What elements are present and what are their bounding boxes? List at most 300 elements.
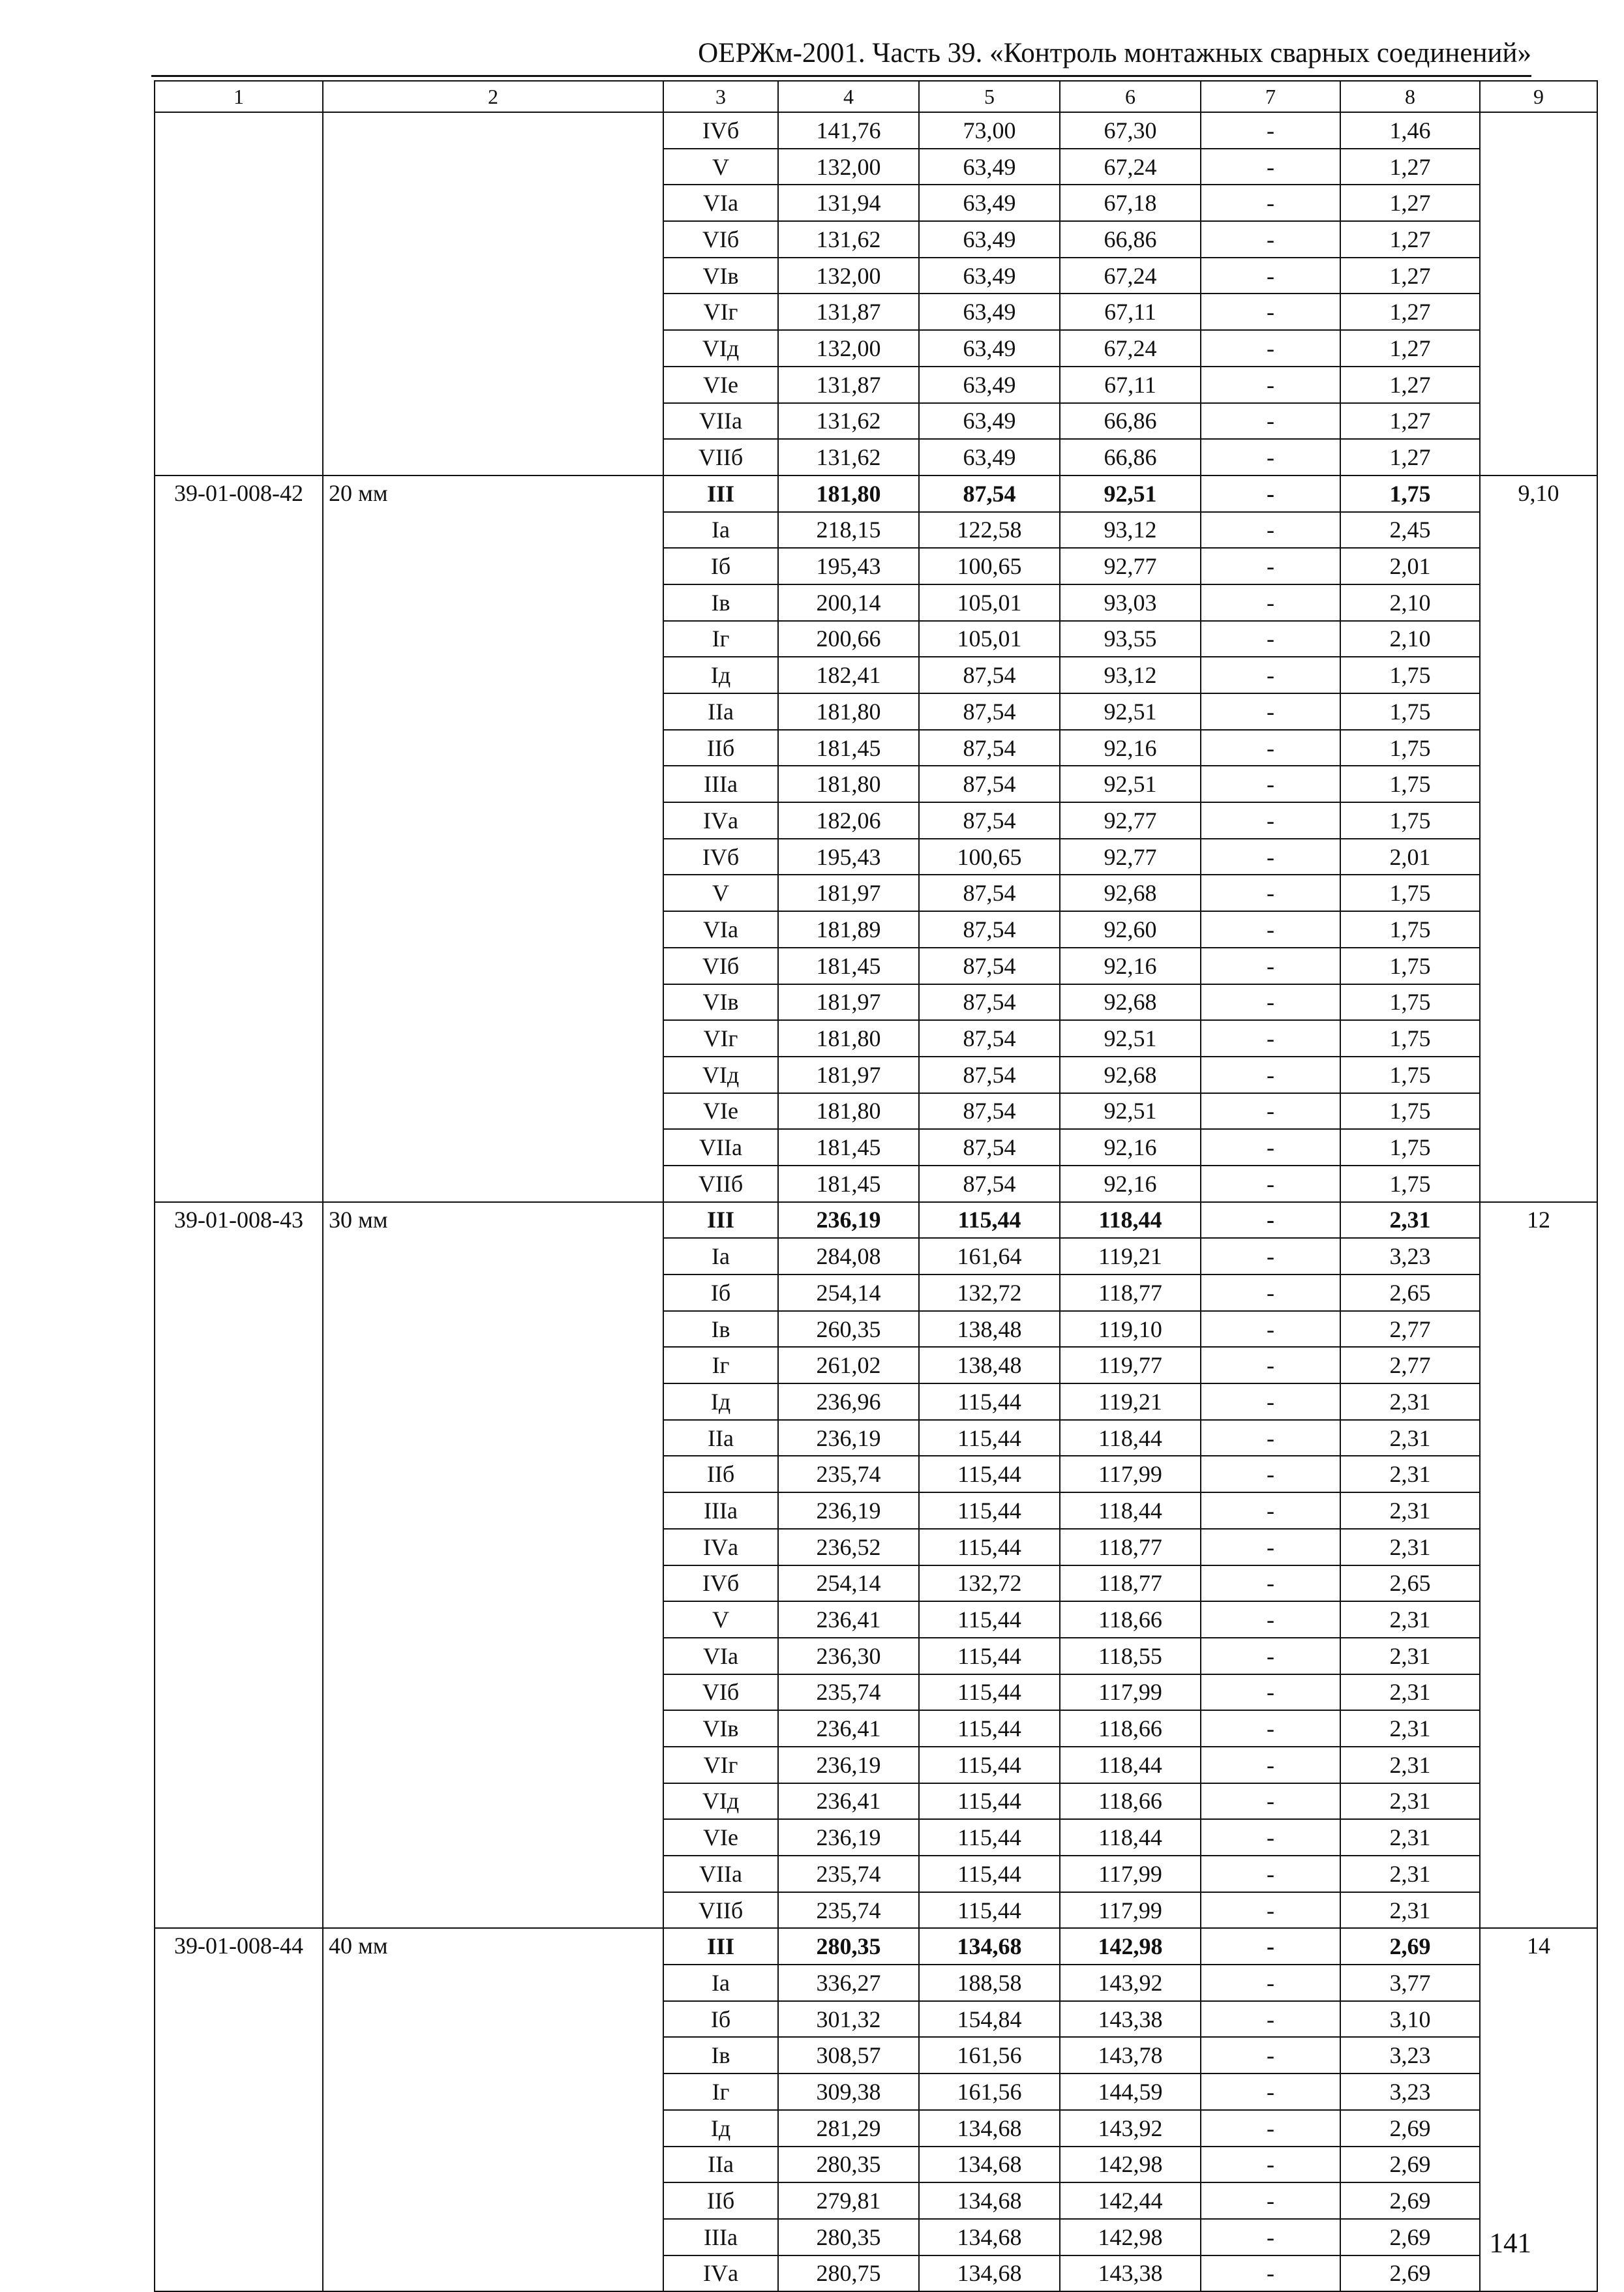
category: Iв xyxy=(663,2037,778,2073)
wages: 115,44 xyxy=(919,1819,1060,1856)
materials: 92,68 xyxy=(1060,875,1201,911)
machines: - xyxy=(1201,948,1340,984)
category: VIе xyxy=(663,1093,778,1130)
thickness: 20 мм xyxy=(323,475,663,1202)
materials: 67,24 xyxy=(1060,258,1201,294)
labor: 1,46 xyxy=(1340,112,1480,149)
machines: - xyxy=(1201,2037,1340,2073)
machines: - xyxy=(1201,1093,1340,1130)
wages: 154,84 xyxy=(919,2001,1060,2038)
category: V xyxy=(663,149,778,185)
machines: - xyxy=(1201,2110,1340,2147)
machines: - xyxy=(1201,2219,1340,2255)
materials: 143,38 xyxy=(1060,2255,1201,2292)
wages: 115,44 xyxy=(919,1674,1060,1711)
column-number: 6 xyxy=(1060,81,1201,112)
total-cost: 141,76 xyxy=(778,112,919,149)
notes: 12 xyxy=(1480,1202,1597,1929)
machines: - xyxy=(1201,2182,1340,2219)
total-cost: 195,43 xyxy=(778,548,919,584)
wages: 73,00 xyxy=(919,112,1060,149)
total-cost: 181,45 xyxy=(778,948,919,984)
labor: 2,69 xyxy=(1340,2255,1480,2292)
labor: 2,77 xyxy=(1340,1311,1480,1348)
total-cost: 132,00 xyxy=(778,258,919,294)
table-body xyxy=(155,81,1597,2291)
materials: 93,12 xyxy=(1060,657,1201,693)
wages: 87,54 xyxy=(919,1020,1060,1057)
total-cost: 182,41 xyxy=(778,657,919,693)
item-code: 39-01-008-42 xyxy=(155,475,323,1202)
materials: 93,12 xyxy=(1060,512,1201,549)
wages: 63,49 xyxy=(919,294,1060,330)
category: Iг xyxy=(663,621,778,657)
machines: - xyxy=(1201,439,1340,475)
wages: 87,54 xyxy=(919,1057,1060,1093)
total-cost: 181,80 xyxy=(778,1020,919,1057)
materials: 142,44 xyxy=(1060,2182,1201,2219)
labor: 3,23 xyxy=(1340,1238,1480,1274)
labor: 2,10 xyxy=(1340,621,1480,657)
total-cost: 236,19 xyxy=(778,1492,919,1529)
category: VIг xyxy=(663,1020,778,1057)
labor: 2,69 xyxy=(1340,2147,1480,2183)
labor: 2,69 xyxy=(1340,1928,1480,1965)
materials: 118,44 xyxy=(1060,1747,1201,1783)
category: VIIа xyxy=(663,1856,778,1892)
wages: 100,65 xyxy=(919,548,1060,584)
machines: - xyxy=(1201,1166,1340,1202)
materials: 67,24 xyxy=(1060,149,1201,185)
materials: 117,99 xyxy=(1060,1456,1201,1492)
category: IIа xyxy=(663,1420,778,1456)
category: VIб xyxy=(663,221,778,258)
materials: 144,59 xyxy=(1060,2073,1201,2110)
wages: 115,44 xyxy=(919,1383,1060,1420)
materials: 92,68 xyxy=(1060,1057,1201,1093)
total-cost: 181,89 xyxy=(778,911,919,948)
labor: 3,23 xyxy=(1340,2037,1480,2073)
materials: 92,51 xyxy=(1060,475,1201,512)
machines: - xyxy=(1201,1383,1340,1420)
labor: 1,27 xyxy=(1340,367,1480,403)
machines: - xyxy=(1201,1965,1340,2001)
materials: 118,44 xyxy=(1060,1202,1201,1239)
total-cost: 181,80 xyxy=(778,766,919,802)
labor: 1,27 xyxy=(1340,185,1480,221)
materials: 67,11 xyxy=(1060,367,1201,403)
category: VIв xyxy=(663,258,778,294)
wages: 100,65 xyxy=(919,839,1060,875)
total-cost: 182,06 xyxy=(778,802,919,839)
materials: 118,77 xyxy=(1060,1529,1201,1565)
wages: 132,72 xyxy=(919,1565,1060,1602)
wages: 87,54 xyxy=(919,948,1060,984)
materials: 93,55 xyxy=(1060,621,1201,657)
labor: 1,75 xyxy=(1340,984,1480,1021)
total-cost: 236,41 xyxy=(778,1710,919,1747)
category: Iа xyxy=(663,1965,778,2001)
wages: 138,48 xyxy=(919,1347,1060,1383)
machines: - xyxy=(1201,1892,1340,1929)
labor: 2,69 xyxy=(1340,2110,1480,2147)
column-number: 4 xyxy=(778,81,919,112)
column-number: 3 xyxy=(663,81,778,112)
category: VIб xyxy=(663,1674,778,1711)
notes xyxy=(1480,112,1597,475)
total-cost: 131,62 xyxy=(778,221,919,258)
category: VIа xyxy=(663,185,778,221)
wages: 115,44 xyxy=(919,1420,1060,1456)
materials: 93,03 xyxy=(1060,584,1201,621)
materials: 92,16 xyxy=(1060,1166,1201,1202)
category: VIа xyxy=(663,911,778,948)
category: VIд xyxy=(663,1783,778,1820)
machines: - xyxy=(1201,149,1340,185)
machines: - xyxy=(1201,1638,1340,1674)
materials: 92,51 xyxy=(1060,1020,1201,1057)
category: IIб xyxy=(663,2182,778,2219)
machines: - xyxy=(1201,1020,1340,1057)
materials: 118,77 xyxy=(1060,1274,1201,1311)
item-code: 39-01-008-44 xyxy=(155,1928,323,2291)
materials: 66,86 xyxy=(1060,439,1201,475)
total-cost: 131,94 xyxy=(778,185,919,221)
materials: 92,16 xyxy=(1060,730,1201,766)
category: VIIа xyxy=(663,1129,778,1166)
labor: 2,69 xyxy=(1340,2182,1480,2219)
labor: 2,69 xyxy=(1340,2219,1480,2255)
rates-table xyxy=(154,80,1598,2292)
category: IIIа xyxy=(663,1492,778,1529)
total-cost: 235,74 xyxy=(778,1674,919,1711)
column-number: 7 xyxy=(1201,81,1340,112)
labor: 2,31 xyxy=(1340,1529,1480,1565)
total-cost: 236,41 xyxy=(778,1601,919,1638)
total-cost: 195,43 xyxy=(778,839,919,875)
materials: 117,99 xyxy=(1060,1892,1201,1929)
machines: - xyxy=(1201,984,1340,1021)
labor: 2,01 xyxy=(1340,548,1480,584)
category: VIг xyxy=(663,1747,778,1783)
category: Iд xyxy=(663,657,778,693)
machines: - xyxy=(1201,1856,1340,1892)
total-cost: 301,32 xyxy=(778,2001,919,2038)
category: VIе xyxy=(663,1819,778,1856)
total-cost: 236,52 xyxy=(778,1529,919,1565)
materials: 119,21 xyxy=(1060,1238,1201,1274)
materials: 118,66 xyxy=(1060,1710,1201,1747)
total-cost: 280,35 xyxy=(778,2147,919,2183)
machines: - xyxy=(1201,1783,1340,1820)
materials: 92,68 xyxy=(1060,984,1201,1021)
materials: 117,99 xyxy=(1060,1674,1201,1711)
wages: 134,68 xyxy=(919,2219,1060,2255)
header-rule xyxy=(151,75,1531,77)
category: VIб xyxy=(663,948,778,984)
materials: 92,77 xyxy=(1060,548,1201,584)
item-code: 39-01-008-43 xyxy=(155,1202,323,1929)
page-number: 141 xyxy=(1489,2228,1531,2259)
category: IIа xyxy=(663,693,778,730)
wages: 115,44 xyxy=(919,1601,1060,1638)
machines: - xyxy=(1201,1710,1340,1747)
materials: 67,30 xyxy=(1060,112,1201,149)
labor: 2,77 xyxy=(1340,1347,1480,1383)
wages: 134,68 xyxy=(919,2182,1060,2219)
wages: 87,54 xyxy=(919,802,1060,839)
machines: - xyxy=(1201,802,1340,839)
materials: 67,18 xyxy=(1060,185,1201,221)
column-number: 8 xyxy=(1340,81,1480,112)
category: IIIа xyxy=(663,2219,778,2255)
category: V xyxy=(663,875,778,911)
wages: 134,68 xyxy=(919,2255,1060,2292)
wages: 87,54 xyxy=(919,475,1060,512)
category: IVб xyxy=(663,1565,778,1602)
total-cost: 235,74 xyxy=(778,1892,919,1929)
category: Iб xyxy=(663,1274,778,1311)
labor: 2,65 xyxy=(1340,1565,1480,1602)
wages: 161,56 xyxy=(919,2073,1060,2110)
machines: - xyxy=(1201,548,1340,584)
machines: - xyxy=(1201,693,1340,730)
labor: 1,75 xyxy=(1340,1057,1480,1093)
labor: 2,31 xyxy=(1340,1420,1480,1456)
machines: - xyxy=(1201,1674,1340,1711)
labor: 1,75 xyxy=(1340,802,1480,839)
materials: 92,77 xyxy=(1060,802,1201,839)
table-row xyxy=(155,475,1597,512)
total-cost: 181,45 xyxy=(778,1129,919,1166)
materials: 66,86 xyxy=(1060,403,1201,440)
machines: - xyxy=(1201,330,1340,367)
materials: 143,38 xyxy=(1060,2001,1201,2038)
total-cost: 279,81 xyxy=(778,2182,919,2219)
materials: 92,60 xyxy=(1060,911,1201,948)
machines: - xyxy=(1201,766,1340,802)
materials: 92,77 xyxy=(1060,839,1201,875)
machines: - xyxy=(1201,1601,1340,1638)
total-cost: 131,62 xyxy=(778,439,919,475)
notes: 9,10 xyxy=(1480,475,1597,1202)
machines: - xyxy=(1201,1819,1340,1856)
labor: 2,31 xyxy=(1340,1783,1480,1820)
total-cost: 132,00 xyxy=(778,330,919,367)
materials: 118,66 xyxy=(1060,1783,1201,1820)
labor: 1,27 xyxy=(1340,221,1480,258)
total-cost: 181,80 xyxy=(778,693,919,730)
labor: 2,31 xyxy=(1340,1674,1480,1711)
labor: 2,31 xyxy=(1340,1638,1480,1674)
wages: 115,44 xyxy=(919,1710,1060,1747)
machines: - xyxy=(1201,1456,1340,1492)
materials: 142,98 xyxy=(1060,2147,1201,2183)
wages: 105,01 xyxy=(919,621,1060,657)
labor: 2,31 xyxy=(1340,1892,1480,1929)
total-cost: 254,14 xyxy=(778,1274,919,1311)
category: IVа xyxy=(663,2255,778,2292)
machines: - xyxy=(1201,367,1340,403)
category: VIIб xyxy=(663,439,778,475)
category: VIг xyxy=(663,294,778,330)
labor: 3,10 xyxy=(1340,2001,1480,2038)
machines: - xyxy=(1201,2001,1340,2038)
machines: - xyxy=(1201,512,1340,549)
materials: 143,78 xyxy=(1060,2037,1201,2073)
total-cost: 281,29 xyxy=(778,2110,919,2147)
wages: 63,49 xyxy=(919,330,1060,367)
wages: 105,01 xyxy=(919,584,1060,621)
labor: 1,75 xyxy=(1340,766,1480,802)
wages: 115,44 xyxy=(919,1202,1060,1239)
category: IVб xyxy=(663,112,778,149)
wages: 87,54 xyxy=(919,1166,1060,1202)
total-cost: 181,45 xyxy=(778,730,919,766)
machines: - xyxy=(1201,1928,1340,1965)
wages: 115,44 xyxy=(919,1456,1060,1492)
category: VIIа xyxy=(663,403,778,440)
category: IIб xyxy=(663,1456,778,1492)
wages: 115,44 xyxy=(919,1892,1060,1929)
wages: 115,44 xyxy=(919,1529,1060,1565)
category: VIд xyxy=(663,1057,778,1093)
labor: 3,23 xyxy=(1340,2073,1480,2110)
category: Iа xyxy=(663,512,778,549)
wages: 161,64 xyxy=(919,1238,1060,1274)
machines: - xyxy=(1201,1747,1340,1783)
materials: 119,77 xyxy=(1060,1347,1201,1383)
labor: 1,75 xyxy=(1340,948,1480,984)
wages: 138,48 xyxy=(919,1311,1060,1348)
labor: 2,10 xyxy=(1340,584,1480,621)
materials: 92,51 xyxy=(1060,766,1201,802)
wages: 188,58 xyxy=(919,1965,1060,2001)
wages: 87,54 xyxy=(919,657,1060,693)
total-cost: 280,35 xyxy=(778,2219,919,2255)
wages: 63,49 xyxy=(919,367,1060,403)
total-cost: 181,97 xyxy=(778,1057,919,1093)
labor: 1,27 xyxy=(1340,330,1480,367)
machines: - xyxy=(1201,2147,1340,2183)
category: VIа xyxy=(663,1638,778,1674)
machines: - xyxy=(1201,1202,1340,1239)
item-code xyxy=(155,112,323,475)
labor: 1,27 xyxy=(1340,258,1480,294)
total-cost: 236,19 xyxy=(778,1202,919,1239)
category: IVа xyxy=(663,1529,778,1565)
total-cost: 236,41 xyxy=(778,1783,919,1820)
machines: - xyxy=(1201,657,1340,693)
labor: 1,27 xyxy=(1340,403,1480,440)
thickness xyxy=(323,112,663,475)
category: Iа xyxy=(663,1238,778,1274)
materials: 92,16 xyxy=(1060,948,1201,984)
wages: 115,44 xyxy=(919,1747,1060,1783)
total-cost: 200,14 xyxy=(778,584,919,621)
materials: 143,92 xyxy=(1060,2110,1201,2147)
column-number: 9 xyxy=(1480,81,1597,112)
running-header: ОЕРЖм-2001. Часть 39. «Контроль монтажных сварных соединений» xyxy=(698,38,1531,68)
wages: 87,54 xyxy=(919,984,1060,1021)
labor: 3,77 xyxy=(1340,1965,1480,2001)
machines: - xyxy=(1201,1129,1340,1166)
machines: - xyxy=(1201,1347,1340,1383)
materials: 118,77 xyxy=(1060,1565,1201,1602)
machines: - xyxy=(1201,584,1340,621)
wages: 87,54 xyxy=(919,1129,1060,1166)
column-number: 5 xyxy=(919,81,1060,112)
wages: 63,49 xyxy=(919,221,1060,258)
labor: 2,31 xyxy=(1340,1383,1480,1420)
machines: - xyxy=(1201,730,1340,766)
category: IIб xyxy=(663,730,778,766)
labor: 1,27 xyxy=(1340,439,1480,475)
total-cost: 181,80 xyxy=(778,475,919,512)
labor: 1,75 xyxy=(1340,1129,1480,1166)
table-row xyxy=(155,1202,1597,1239)
labor: 2,31 xyxy=(1340,1747,1480,1783)
total-cost: 284,08 xyxy=(778,1238,919,1274)
labor: 1,75 xyxy=(1340,475,1480,512)
total-cost: 336,27 xyxy=(778,1965,919,2001)
machines: - xyxy=(1201,1565,1340,1602)
total-cost: 280,75 xyxy=(778,2255,919,2292)
labor: 1,75 xyxy=(1340,1020,1480,1057)
category: VIIб xyxy=(663,1892,778,1929)
total-cost: 181,97 xyxy=(778,875,919,911)
machines: - xyxy=(1201,221,1340,258)
total-cost: 261,02 xyxy=(778,1347,919,1383)
machines: - xyxy=(1201,875,1340,911)
total-cost: 181,80 xyxy=(778,1093,919,1130)
table-row xyxy=(155,1928,1597,1965)
wages: 63,49 xyxy=(919,149,1060,185)
category: Iб xyxy=(663,548,778,584)
machines: - xyxy=(1201,258,1340,294)
materials: 118,66 xyxy=(1060,1601,1201,1638)
total-cost: 131,87 xyxy=(778,294,919,330)
labor: 1,75 xyxy=(1340,875,1480,911)
total-cost: 260,35 xyxy=(778,1311,919,1348)
category: III xyxy=(663,1202,778,1239)
wages: 161,56 xyxy=(919,2037,1060,2073)
thickness: 30 мм xyxy=(323,1202,663,1929)
total-cost: 236,19 xyxy=(778,1747,919,1783)
labor: 1,27 xyxy=(1340,149,1480,185)
machines: - xyxy=(1201,1274,1340,1311)
total-cost: 309,38 xyxy=(778,2073,919,2110)
machines: - xyxy=(1201,1311,1340,1348)
labor: 2,31 xyxy=(1340,1819,1480,1856)
labor: 1,75 xyxy=(1340,1093,1480,1130)
wages: 87,54 xyxy=(919,875,1060,911)
labor: 2,01 xyxy=(1340,839,1480,875)
category: Iг xyxy=(663,1347,778,1383)
machines: - xyxy=(1201,1057,1340,1093)
materials: 143,92 xyxy=(1060,1965,1201,2001)
total-cost: 131,62 xyxy=(778,403,919,440)
materials: 67,24 xyxy=(1060,330,1201,367)
machines: - xyxy=(1201,2255,1340,2292)
category: Iг xyxy=(663,2073,778,2110)
total-cost: 235,74 xyxy=(778,1856,919,1892)
labor: 2,31 xyxy=(1340,1456,1480,1492)
wages: 87,54 xyxy=(919,911,1060,948)
category: VIд xyxy=(663,330,778,367)
labor: 1,75 xyxy=(1340,1166,1480,1202)
wages: 115,44 xyxy=(919,1783,1060,1820)
